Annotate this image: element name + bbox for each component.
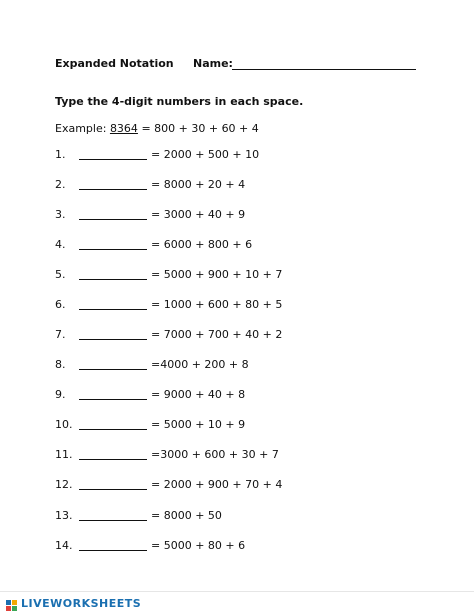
answer-blank[interactable] bbox=[79, 339, 147, 340]
problem-number: 11. bbox=[55, 448, 73, 461]
footer-bar bbox=[0, 591, 474, 612]
example-expression: = 800 + 30 + 60 + 4 bbox=[141, 122, 259, 135]
problem-expression: =3000 + 600 + 30 + 7 bbox=[151, 448, 279, 461]
answer-blank[interactable] bbox=[79, 159, 147, 160]
problem-number: 6. bbox=[55, 298, 66, 311]
problem-expression: = 8000 + 50 bbox=[151, 509, 222, 522]
problem-expression: = 5000 + 10 + 9 bbox=[151, 418, 246, 431]
answer-blank[interactable] bbox=[79, 429, 147, 430]
problem-expression: = 3000 + 40 + 9 bbox=[151, 208, 246, 221]
answer-blank[interactable] bbox=[79, 399, 147, 400]
logo-text: LIVEWORKSHEETS bbox=[21, 596, 142, 610]
problem-number: 3. bbox=[55, 208, 66, 221]
liveworksheets-logo[interactable] bbox=[6, 596, 141, 610]
answer-blank[interactable] bbox=[79, 219, 147, 220]
problem-expression: = 2000 + 900 + 70 + 4 bbox=[151, 478, 283, 491]
problem-expression: = 6000 + 800 + 6 bbox=[151, 238, 253, 251]
worksheet-title: Expanded Notation bbox=[55, 57, 174, 70]
problem-number: 14. bbox=[55, 539, 73, 552]
problem-number: 9. bbox=[55, 388, 66, 401]
problem-number: 1. bbox=[55, 148, 66, 161]
answer-blank[interactable] bbox=[79, 489, 147, 490]
problem-number: 12. bbox=[55, 478, 73, 491]
instructions: Type the 4-digit numbers in each space. bbox=[55, 95, 304, 108]
problem-expression: = 5000 + 900 + 10 + 7 bbox=[151, 268, 283, 281]
liveworksheets-logo-icon bbox=[6, 597, 18, 609]
answer-blank[interactable] bbox=[79, 459, 147, 460]
problem-number: 2. bbox=[55, 178, 66, 191]
problem-expression: = 7000 + 700 + 40 + 2 bbox=[151, 328, 283, 341]
answer-blank[interactable] bbox=[79, 189, 147, 190]
answer-blank[interactable] bbox=[79, 309, 147, 310]
name-label: Name: bbox=[193, 57, 233, 70]
problem-expression: =4000 + 200 + 8 bbox=[151, 358, 249, 371]
answer-blank[interactable] bbox=[79, 550, 147, 551]
answer-blank[interactable] bbox=[79, 520, 147, 521]
problem-expression: = 8000 + 20 + 4 bbox=[151, 178, 246, 191]
problem-number: 13. bbox=[55, 509, 73, 522]
example-label: Example: bbox=[55, 122, 107, 135]
problem-expression: = 2000 + 500 + 10 bbox=[151, 148, 260, 161]
problem-expression: = 5000 + 80 + 6 bbox=[151, 539, 246, 552]
problem-number: 10. bbox=[55, 418, 73, 431]
problem-expression: = 1000 + 600 + 80 + 5 bbox=[151, 298, 283, 311]
answer-blank[interactable] bbox=[79, 369, 147, 370]
problem-number: 4. bbox=[55, 238, 66, 251]
answer-blank[interactable] bbox=[79, 279, 147, 280]
example-number: 8364 bbox=[109, 122, 138, 135]
problem-number: 7. bbox=[55, 328, 66, 341]
problem-number: 8. bbox=[55, 358, 66, 371]
problem-number: 5. bbox=[55, 268, 66, 281]
answer-blank[interactable] bbox=[79, 249, 147, 250]
problem-expression: = 9000 + 40 + 8 bbox=[151, 388, 246, 401]
